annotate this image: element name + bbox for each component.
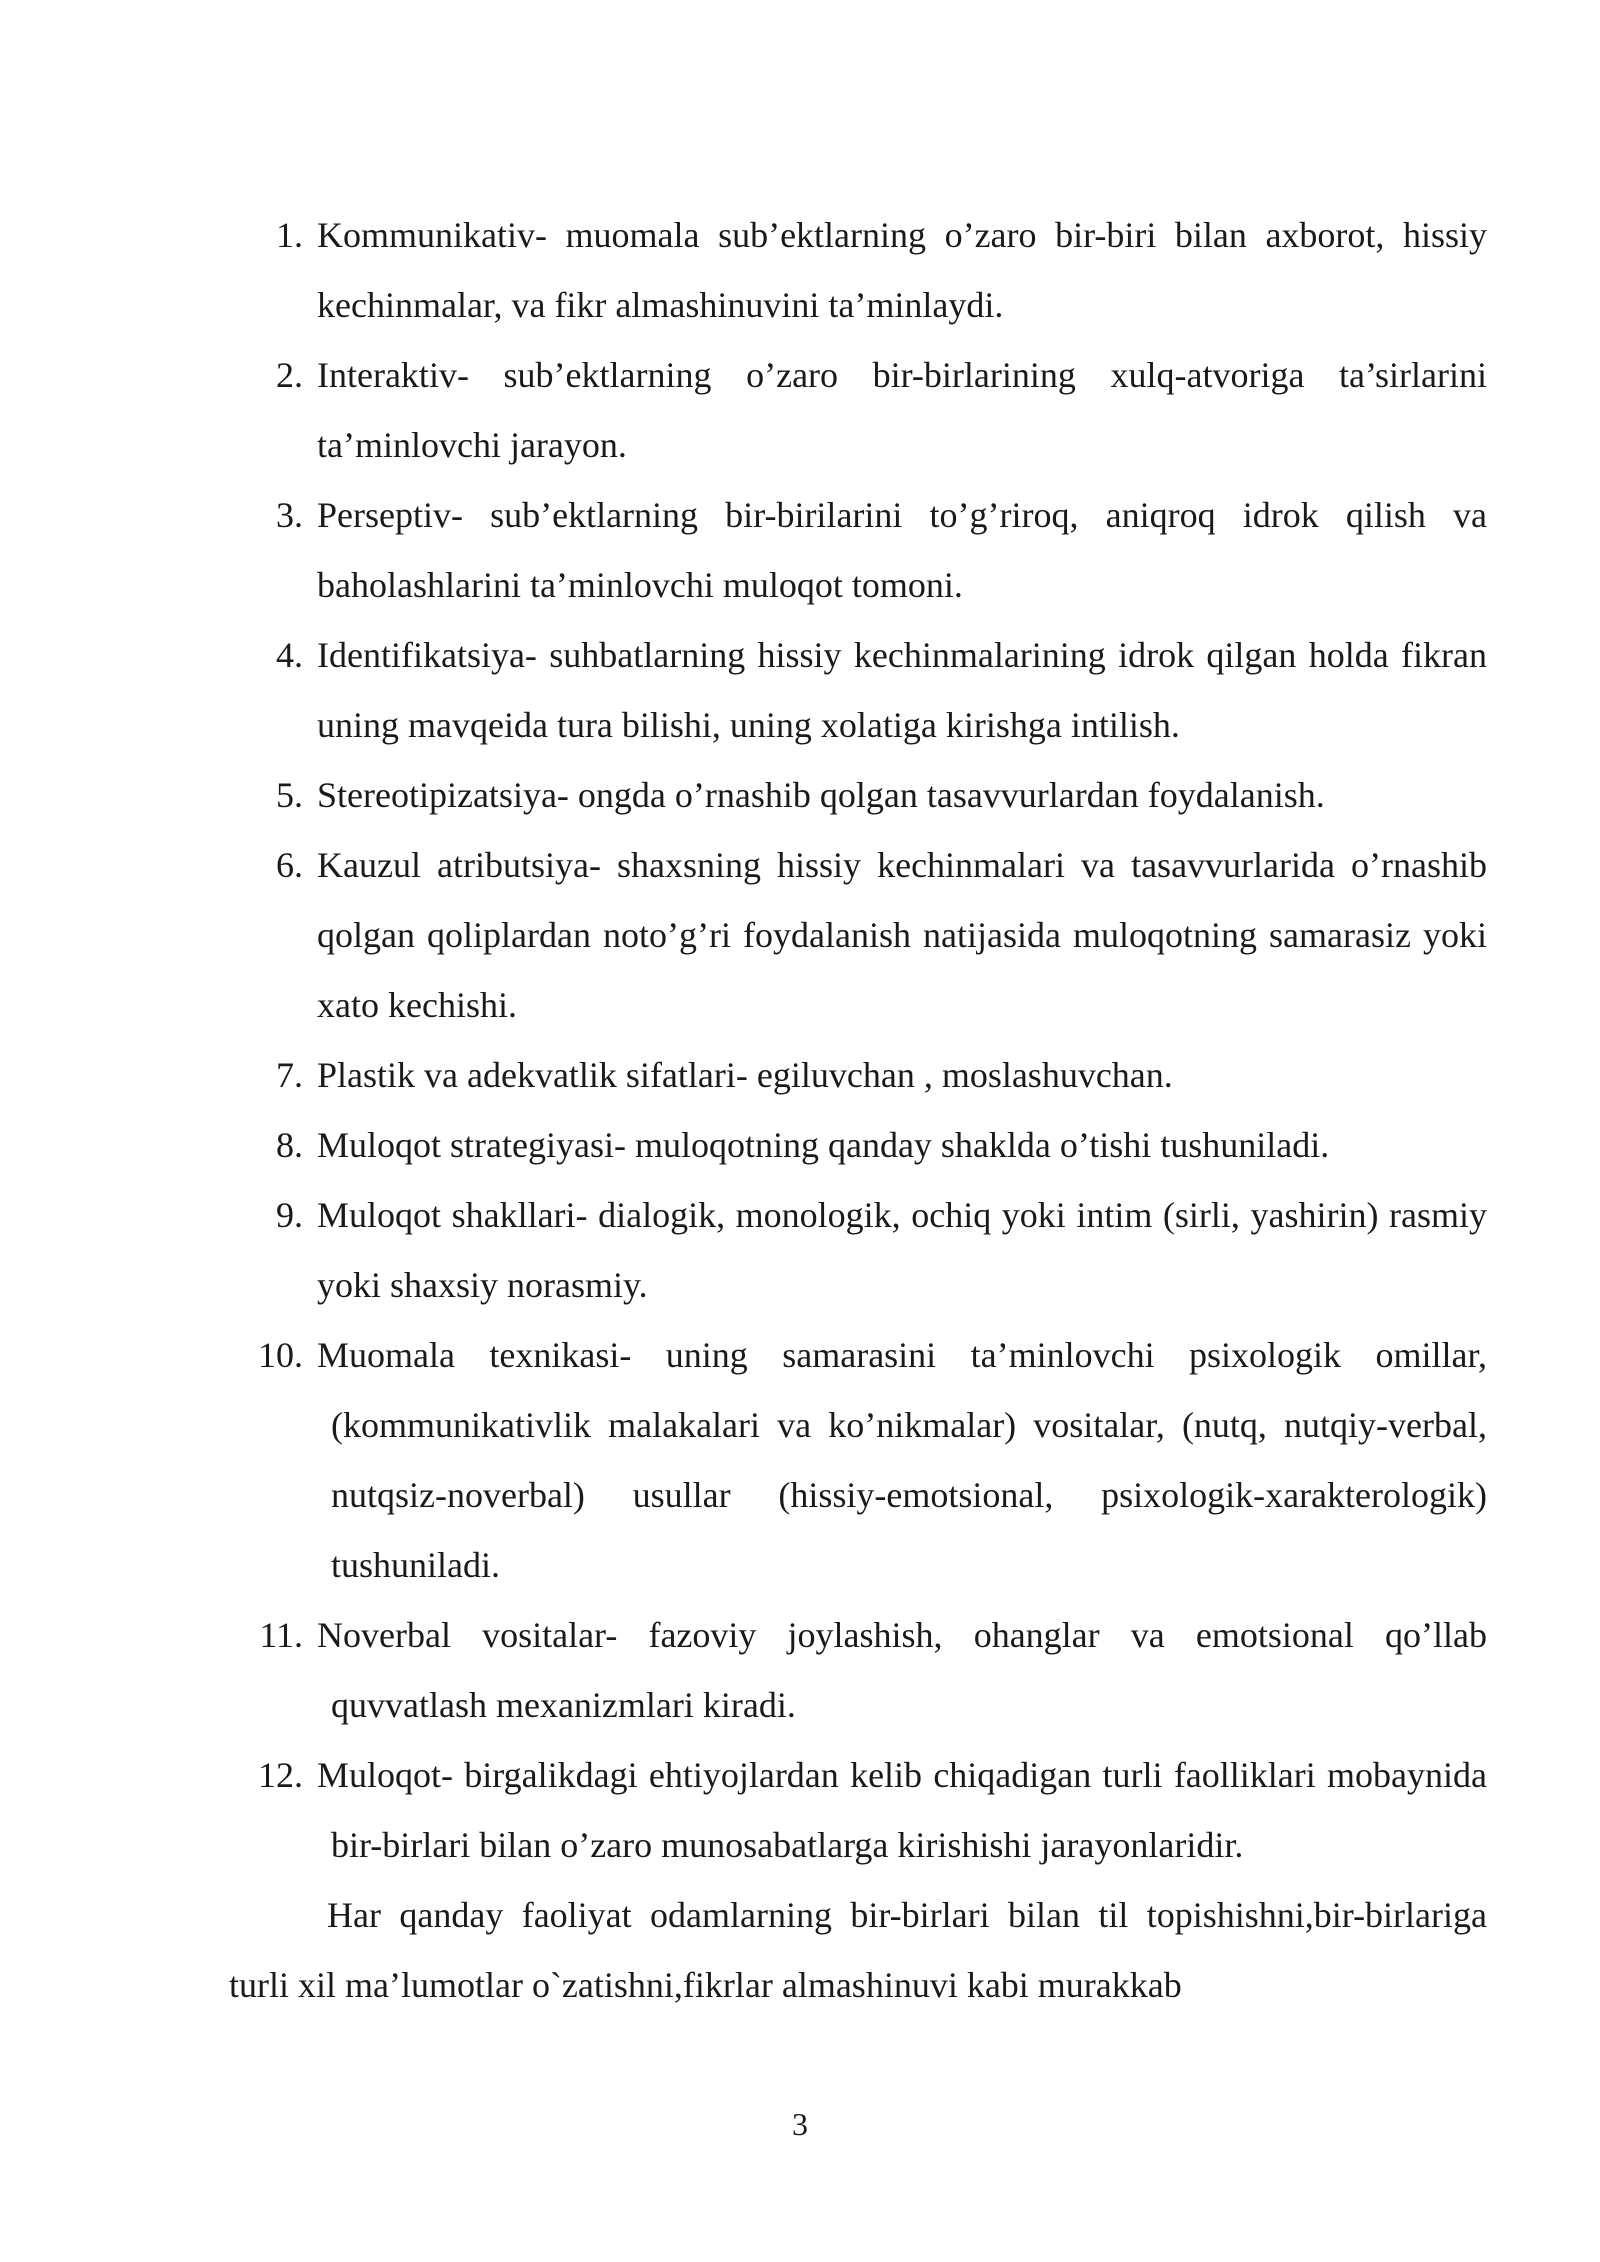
list-item-number: 3. (276, 495, 303, 535)
list-item (229, 1040, 1487, 1110)
list-item (229, 1600, 1487, 1740)
list-item-text: Stereotipizatsiya- ongda o’rnashib qolgan tasavvurlardan foydalanish. (317, 775, 1325, 815)
list-item-text: Perseptiv- sub’ektlarning bir-birilarini to’g’riroq, aniqroq idrok qilish va baholashlarini ta’minlovchi muloqot tomoni. (317, 495, 1487, 605)
list-item (229, 1320, 1487, 1600)
list-item (229, 1740, 1487, 1880)
list-item-text: Muloqot strategiyasi- muloqotning qanday shaklda o’tishi tushuniladi. (317, 1125, 1330, 1165)
list-item (229, 340, 1487, 480)
list-item-number: 4. (276, 635, 303, 675)
list-item-text: Interaktiv- sub’ektlarning o’zaro bir-birlarining xulq-atvoriga ta’sirlarini ta’minlovchi jarayon. (317, 355, 1487, 465)
list-item-number: 2. (276, 355, 303, 395)
list-item-number: 1. (276, 215, 303, 255)
list-item (229, 200, 1487, 340)
list-item-text: Noverbal vositalar- fazoviy joylashish, ohanglar va emotsional qo’llab quvvatlash mexanizmlari kiradi. (317, 1615, 1487, 1725)
list-item-number: 5. (276, 775, 303, 815)
list-item (229, 480, 1487, 620)
definition-list (229, 200, 1487, 1880)
list-item-number: 10. (258, 1335, 303, 1375)
list-item-number: 9. (276, 1195, 303, 1235)
list-item-text: Plastik va adekvatlik sifatlari- egiluvchan , moslashuvchan. (317, 1055, 1173, 1095)
list-item-text: Kauzul atributsiya- shaxsning hissiy kechinmalari va tasavvurlarida o’rnashib qolgan qoliplardan noto’g’ri foydalanish natijasida muloqotning samarasiz yoki xato kechishi. (317, 845, 1487, 1025)
list-item-text: Muloqot shakllari- dialogik, monologik, ochiq yoki intim (sirli, yashirin) rasmiy yoki shaxsiy norasmiy. (317, 1195, 1487, 1305)
list-item-number: 12. (258, 1755, 303, 1795)
list-item (229, 760, 1487, 830)
list-item (229, 1110, 1487, 1180)
list-item-number: 6. (276, 845, 303, 885)
list-item-number: 8. (276, 1125, 303, 1165)
list-item (229, 620, 1487, 760)
list-item-text: Muomala texnikasi- uning samarasini ta’minlovchi psixologik omillar, (kommunikativlik malakalari va ko’nikmalar) vositalar, (nutq, nutqiy-verbal, nutqsiz-noverbal) usullar (hissiy-emotsional, psixologik-xarakterologik) tushuniladi. (317, 1335, 1487, 1585)
list-item-text: Kommunikativ- muomala sub’ektlarning o’zaro bir-biri bilan axborot, hissiy kechinmalar, va fikr almashinuvini ta’minlaydi. (317, 215, 1487, 325)
body-paragraph: Har qanday faoliyat odamlarning bir-birlari bilan til topishishni,bir-birlariga turli xil ma’lumotlar o`zatishni,fikrlar almashinuvi kabi murakkab (229, 1895, 1487, 2005)
list-item-text: Muloqot- birgalikdagi ehtiyojlardan kelib chiqadigan turli faolliklari mobaynida bir-birlari bilan o’zaro munosabatlarga kirishishi jarayonlaridir. (317, 1755, 1487, 1865)
page-number: 3 (792, 2106, 808, 2142)
list-item (229, 1180, 1487, 1320)
page-content (229, 200, 1487, 2020)
list-item-number: 7. (276, 1055, 303, 1095)
list-item-number: 11. (259, 1615, 303, 1655)
list-item-text: Identifikatsiya- suhbatlarning hissiy kechinmalarining idrok qilgan holda fikran uning mavqeida tura bilishi, uning xolatiga kirishga intilish. (317, 635, 1487, 745)
list-item (229, 830, 1487, 1040)
